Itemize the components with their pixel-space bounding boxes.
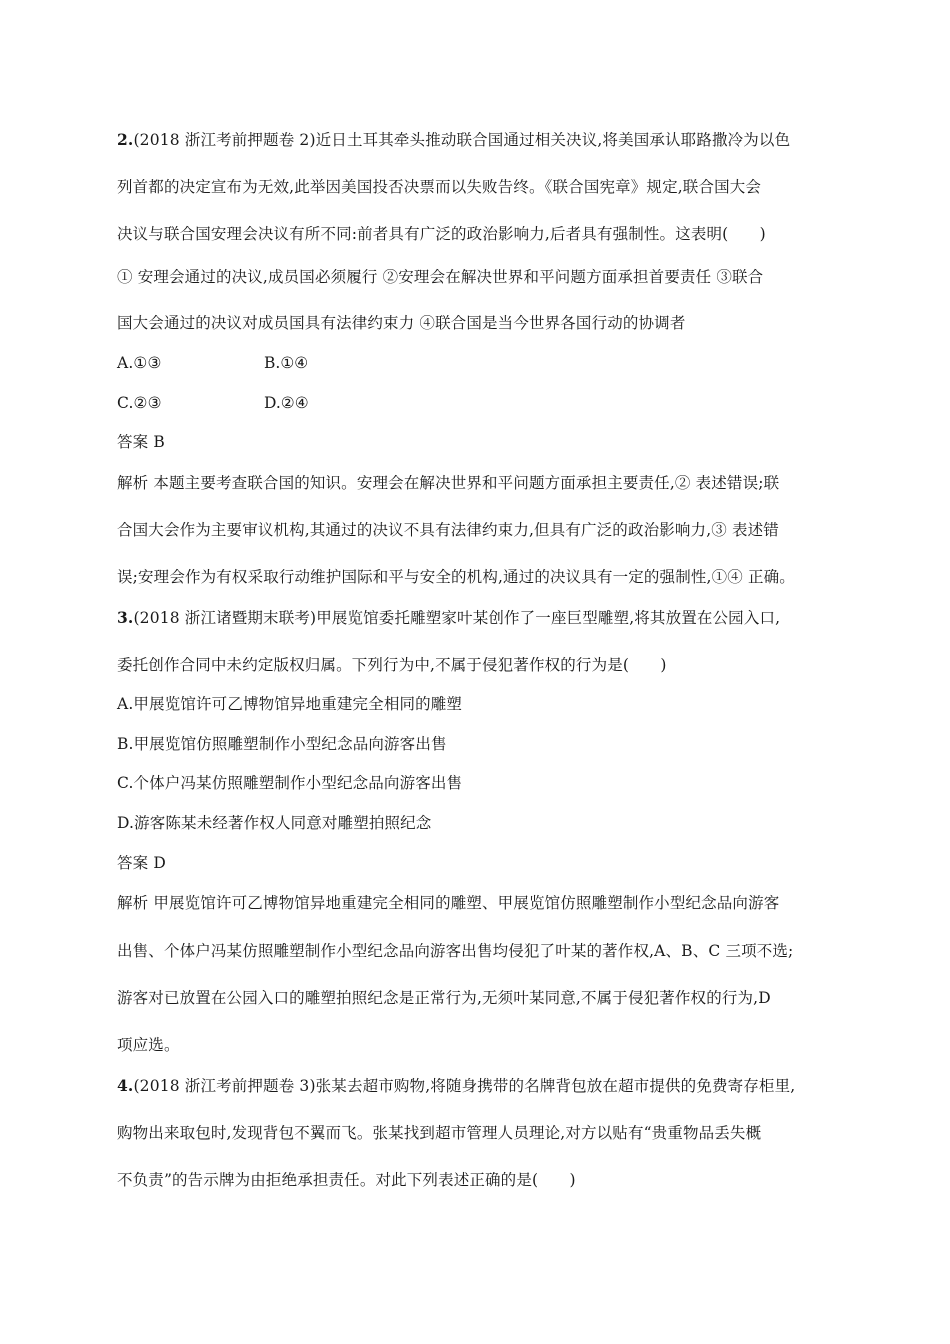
q4-stem-3: 不负责”的告示牌为由拒绝承担责任。对此下列表述正确的是( ) — [117, 1171, 576, 1189]
q2-stem-1: (2018 浙江考前押题卷 2)近日土耳其牵头推动联合国通过相关决议,将美国承认耶路撒冷为以色 — [133, 131, 791, 149]
q2-number: 2. — [117, 130, 134, 149]
q3-analysis-4: 项应选。 — [117, 1036, 180, 1054]
q2-stem-2: 列首都的决定宣布为无效,此举因美国投否决票而以失败告终。《联合国宪章》规定,联合国大会 — [117, 178, 762, 196]
q2-line-1 — [117, 130, 790, 150]
q4-stem-2: 购物出来取包时,发现背包不翼而飞。张某找到超市管理人员理论,对方以贴有“贵重物品丢失概 — [117, 1124, 762, 1142]
q2-stem-3: 决议与联合国安理会决议有所不同:前者具有广泛的政治影响力,后者具有强制性。这表明( ) — [117, 225, 766, 243]
q3-analysis-2: 出售、个体户冯某仿照雕塑制作小型纪念品向游客出售均侵犯了叶某的著作权,A、B、C 三项不选; — [117, 942, 794, 960]
q2-analysis-2: 合国大会作为主要审议机构,其通过的决议不具有法律约束力,但具有广泛的政治影响力,③ 表述错 — [117, 521, 779, 539]
q2-analysis-1: 解析 本题主要考查联合国的知识。安理会在解决世界和平问题方面承担主要责任,② 表述错误;联 — [117, 474, 780, 492]
q3-number: 3. — [117, 608, 134, 627]
q2-option-d: D.②④ — [264, 394, 309, 412]
q2-option-b: B.①④ — [264, 354, 309, 372]
q3-option-a: A.甲展览馆许可乙博物馆异地重建完全相同的雕塑 — [117, 695, 463, 713]
q3-stem-2: 委托创作合同中未约定版权归属。下列行为中,不属于侵犯著作权的行为是( ) — [117, 656, 667, 674]
q3-line-1 — [117, 608, 780, 628]
q4-stem-1: (2018 浙江考前押题卷 3)张某去超市购物,将随身携带的名牌背包放在超市提供的免费寄存柜里, — [133, 1077, 796, 1095]
q2-option-a: A.①③ — [117, 354, 162, 372]
q2-analysis-3: 误;安理会作为有权采取行动维护国际和平与安全的机构,通过的决议具有一定的强制性,①④ 正确。 — [117, 568, 795, 586]
q3-stem-1: (2018 浙江诸暨期末联考)甲展览馆委托雕塑家叶某创作了一座巨型雕塑,将其放置在公园入口, — [133, 609, 781, 627]
q2-answer: 答案 B — [117, 433, 165, 451]
q2-option-c: C.②③ — [117, 394, 162, 412]
q3-analysis-3: 游客对已放置在公园入口的雕塑拍照纪念是正常行为,无须叶某同意,不属于侵犯著作权的行为,D — [117, 989, 771, 1007]
q3-analysis-1: 解析 甲展览馆许可乙博物馆异地重建完全相同的雕塑、甲展览馆仿照雕塑制作小型纪念品向游客 — [117, 894, 780, 912]
q2-statements-1: ① 安理会通过的决议,成员国必须履行 ②安理会在解决世界和平问题方面承担首要责任 ③联合 — [117, 268, 764, 286]
q3-option-b: B.甲展览馆仿照雕塑制作小型纪念品向游客出售 — [117, 735, 447, 753]
q3-option-d: D.游客陈某未经著作权人同意对雕塑拍照纪念 — [117, 814, 432, 832]
q4-number: 4. — [117, 1076, 134, 1095]
q3-answer: 答案 D — [117, 854, 166, 872]
q4-line-1 — [117, 1076, 795, 1096]
q3-option-c: C.个体户冯某仿照雕塑制作小型纪念品向游客出售 — [117, 774, 463, 792]
q2-statements-2: 国大会通过的决议对成员国具有法律约束力 ④联合国是当今世界各国行动的协调者 — [117, 314, 686, 332]
